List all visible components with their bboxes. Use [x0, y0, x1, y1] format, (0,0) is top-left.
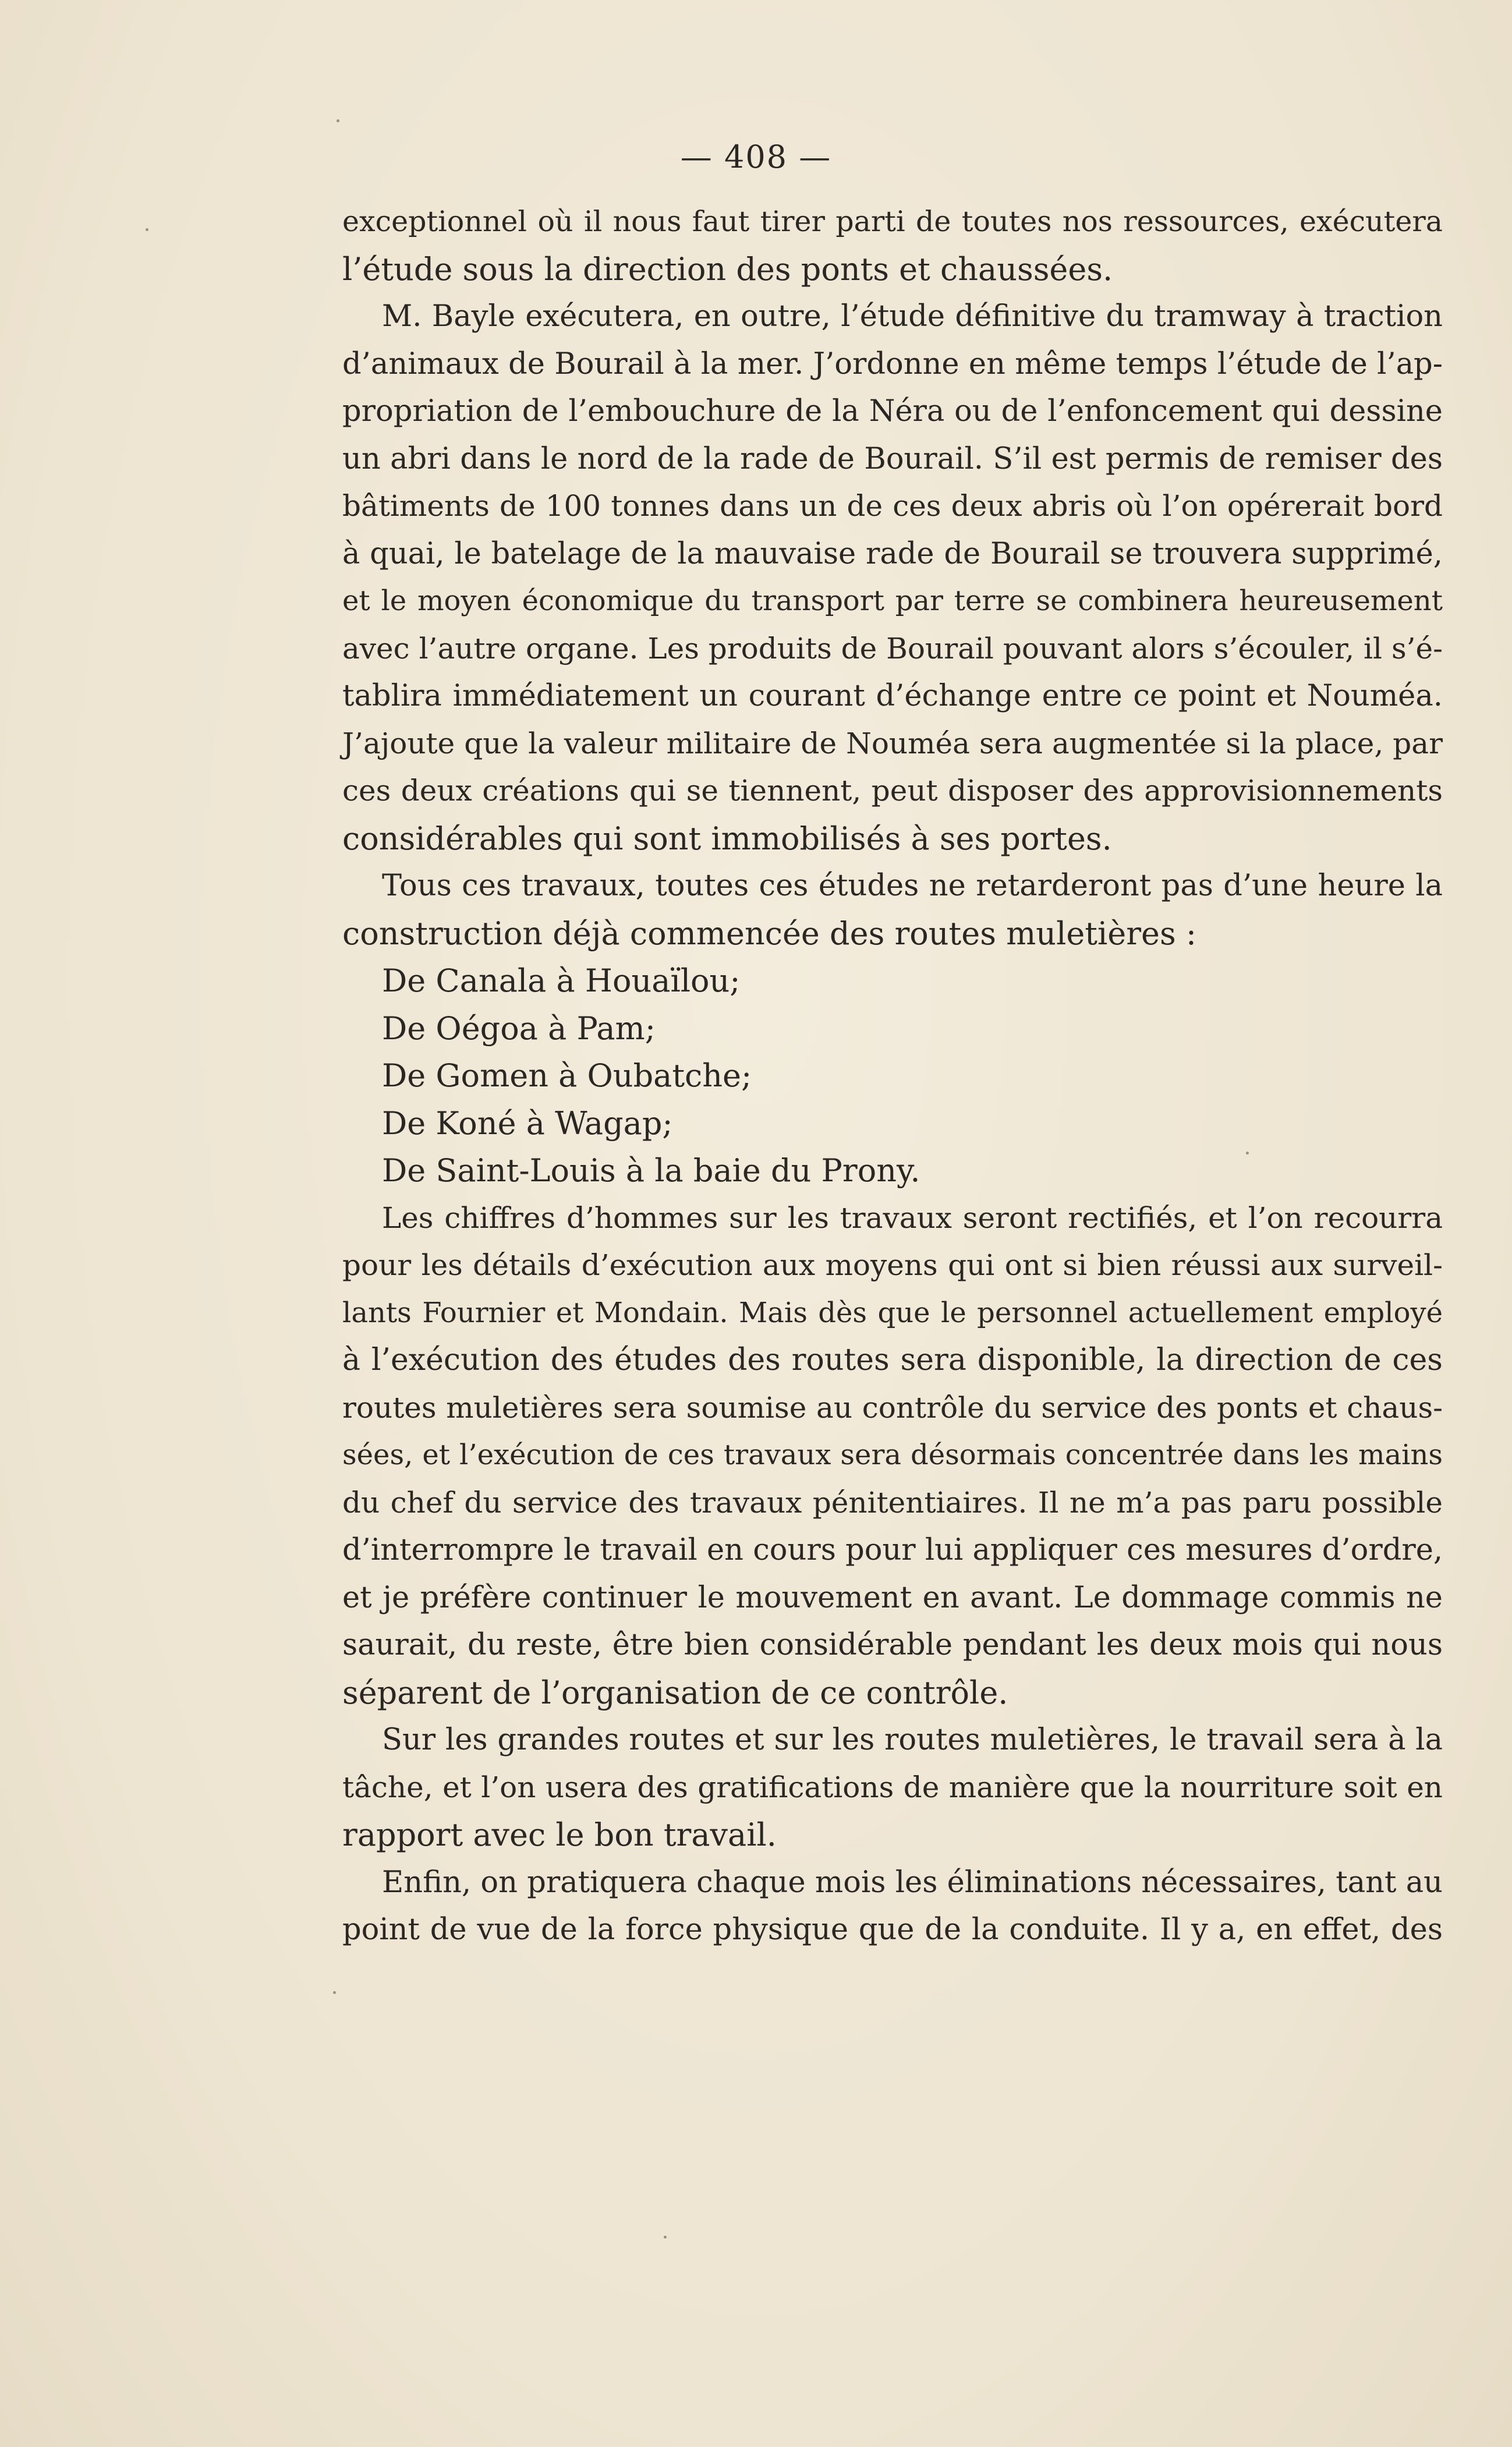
paper-speck — [337, 119, 339, 122]
text-line: J’ajoute que la valeur militaire de Nouméa sera augmentée si la place, par — [342, 726, 1443, 760]
text-line: Enfin, on pratiquera chaque mois les éliminations nécessaires, tant au — [382, 1865, 1443, 1900]
text-line: et je préfère continuer le mouvement en avant. Le dommage commis ne — [342, 1580, 1443, 1615]
page-number: — 408 — — [680, 139, 832, 175]
text-line: M. Bayle exécutera, en outre, l’étude définitive du tramway à traction — [382, 299, 1443, 334]
paper-speck — [1246, 1152, 1249, 1155]
text-line: pour les détails d’exécution aux moyens qui ont si bien réussi aux surveil- — [342, 1248, 1443, 1282]
text-line: De Koné à Wagap; — [382, 1104, 673, 1142]
text-line: De Saint-Louis à la baie du Prony. — [382, 1152, 920, 1189]
text-line: De Gomen à Oubatche; — [382, 1057, 752, 1094]
text-line: Les chiffres d’hommes sur les travaux seront rectifiés, et l’on recourra — [382, 1201, 1443, 1235]
text-line: lants Fournier et Mondain. Mais dès que le personnel actuellement employé — [342, 1296, 1443, 1329]
text-line: construction déjà commencée des routes muletières : — [342, 915, 1197, 952]
text-line: rapport avec le bon travail. — [342, 1816, 777, 1853]
text-line: avec l’autre organe. Les produits de Bourail pouvant alors s’écouler, il s’é- — [342, 631, 1443, 665]
text-line: sées, et l’exécution de ces travaux sera désormais concentrée dans les mains — [342, 1439, 1443, 1471]
text-line: tâche, et l’on usera des gratifications de manière que la nourriture soit en — [342, 1770, 1443, 1804]
text-line: Sur les grandes routes et sur les routes muletières, le travail sera à la — [382, 1723, 1443, 1757]
text-line: et le moyen économique du transport par terre se combinera heureusement — [342, 585, 1443, 617]
text-line: ces deux créations qui se tiennent, peut disposer des approvisionnements — [342, 774, 1443, 808]
text-line: à l’exécution des études des routes sera disponible, la direction de ces — [342, 1343, 1443, 1377]
text-line: d’animaux de Bourail à la mer. J’ordonne en même temps l’étude de l’ap- — [342, 346, 1443, 381]
text-line: à quai, le batelage de la mauvaise rade de Bourail se trouvera supprimé, — [342, 536, 1443, 571]
paper-speck — [146, 228, 148, 231]
text-line: point de vue de la force physique que de la conduite. Il y a, en effet, des — [342, 1913, 1443, 1947]
text-line: considérables qui sont immobilisés à ses portes. — [342, 820, 1112, 857]
paper-speck — [664, 2236, 667, 2239]
text-line: du chef du service des travaux pénitentiaires. Il ne m’a pas paru possible — [342, 1485, 1443, 1520]
text-line: Tous ces travaux, toutes ces études ne retarderont pas d’une heure la — [382, 869, 1443, 903]
text-line: saurait, du reste, être bien considérable pendant les deux mois qui nous — [342, 1628, 1443, 1662]
text-line: De Canala à Houaïlou; — [382, 962, 741, 999]
text-line: séparent de l’organisation de ce contrôle. — [342, 1674, 1008, 1711]
text-line: tablira immédiatement un courant d’échange entre ce point et Nouméa. — [342, 679, 1443, 713]
text-line: exceptionnel où il nous faut tirer parti de toutes nos ressources, exécutera — [342, 205, 1443, 238]
body-text — [342, 198, 1443, 1954]
text-line: bâtiments de 100 tonnes dans un de ces deux abris où l’on opérerait bord — [342, 489, 1443, 523]
paper-speck — [333, 1991, 336, 1994]
text-line: d’interrompre le travail en cours pour lui appliquer ces mesures d’ordre, — [342, 1533, 1443, 1567]
text-line: propriation de l’embouchure de la Néra ou de l’enfoncement qui dessine — [342, 394, 1443, 429]
text-line: routes muletières sera soumise au contrôle du service des ponts et chaus- — [342, 1390, 1443, 1425]
text-line: un abri dans le nord de la rade de Bourail. S’il est permis de remiser des — [342, 441, 1443, 476]
text-line: l’étude sous la direction des ponts et chaussées. — [342, 250, 1113, 288]
text-line: De Oégoa à Pam; — [382, 1010, 656, 1047]
